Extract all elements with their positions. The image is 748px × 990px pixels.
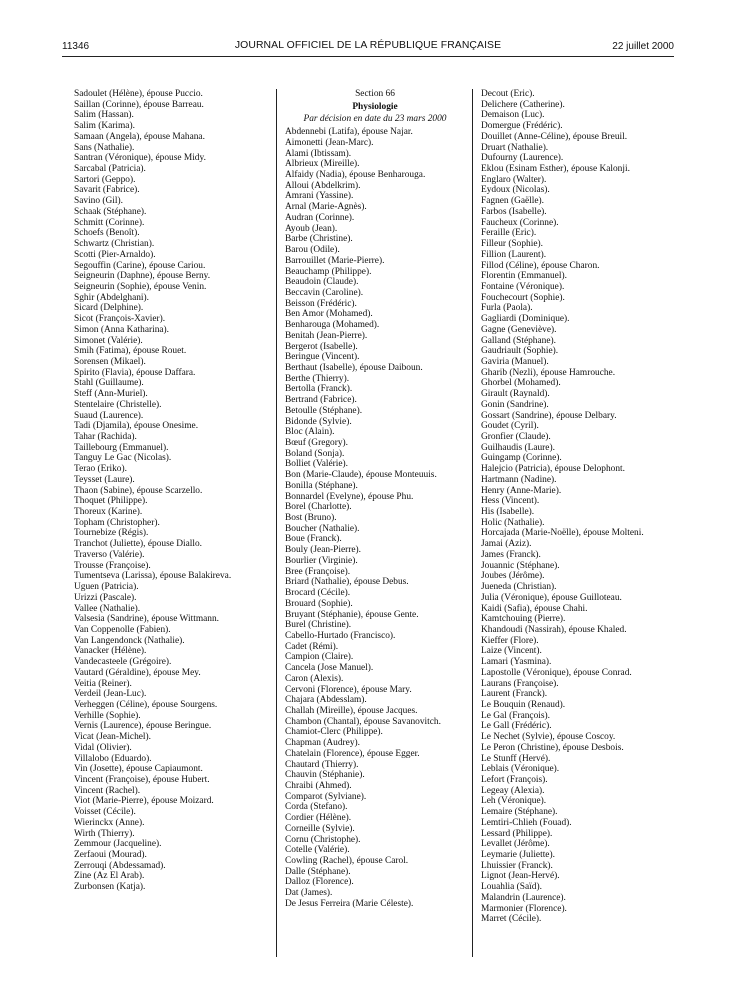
page-number: 11346: [62, 41, 90, 52]
name-entry: Villalobo (Eduardo).: [74, 753, 152, 764]
name-entry: Thoquet (Philippe).: [74, 496, 148, 507]
name-entry: Fagnen (Gaëlle).: [481, 196, 544, 207]
name-entry: Vautard (Géraldine), épouse Mey.: [74, 667, 201, 678]
name-entry: Zerfaoui (Mourad).: [74, 850, 147, 861]
name-entry: Verheggen (Céline), épouse Sourgens.: [74, 699, 218, 710]
column-divider-2: [472, 89, 473, 957]
name-entry: Cervoni (Florence), épouse Mary.: [285, 684, 412, 695]
name-entry: Lemtiri-Chlieh (Fouad).: [481, 817, 572, 828]
name-entry: Tournebize (Régis).: [74, 528, 149, 539]
name-entry: Cotelle (Valérie).: [285, 845, 350, 856]
name-entry: Simonet (Valérie).: [74, 335, 143, 346]
name-entry: Vidal (Olivier).: [74, 742, 132, 753]
name-entry: Marret (Cécile).: [481, 914, 542, 925]
name-entry: Douillet (Anne-Céline), épouse Breuil.: [481, 131, 628, 142]
name-entry: Stahl (Guillaume).: [74, 378, 144, 389]
name-entry: Aimonetti (Jean-Marc).: [285, 137, 374, 148]
name-entry: Marmonier (Florence).: [481, 903, 567, 914]
name-entry: Vincent (Rachel).: [74, 785, 141, 796]
name-entry: Hartmann (Nadine).: [481, 474, 557, 485]
name-entry: Seigneurin (Sophie), épouse Venin.: [74, 281, 207, 292]
name-entry: Laurent (Franck).: [481, 689, 548, 700]
name-entry: Bost (Bruno).: [285, 513, 337, 524]
name-entry: Suaud (Laurence).: [74, 410, 144, 421]
header-rule: [62, 56, 674, 57]
name-entry: Gonin (Sandrine).: [481, 399, 549, 410]
name-entry: Cornu (Christophe).: [285, 834, 361, 845]
name-entry: Wirth (Thierry).: [74, 828, 135, 839]
name-entry: Farbos (Isabelle).: [481, 206, 547, 217]
name-entry: Cordier (Hélène).: [285, 813, 352, 824]
name-entry: Zurbonsen (Katja).: [74, 882, 146, 893]
name-entry: Barou (Odile).: [285, 245, 340, 256]
journal-title: JOURNAL OFFICIEL DE LA RÉPUBLIQUE FRANÇAISE: [234, 40, 502, 51]
name-entry: Valsesia (Sandrine), épouse Wittmann.: [74, 614, 219, 625]
name-entry: His (Isabelle).: [481, 507, 535, 518]
name-entry: Lefort (François).: [481, 775, 548, 785]
name-entry: Beaudoin (Claude).: [285, 277, 359, 288]
name-entry: Benitah (Jean-Pierre).: [285, 330, 368, 341]
name-column-1: [74, 89, 269, 893]
name-entry: Leymarie (Juliette).: [481, 850, 555, 861]
name-entry: Gronfier (Claude).: [481, 432, 551, 442]
name-entry: Sadoulet (Hélène), épouse Puccio.: [74, 89, 203, 99]
name-entry: Gagne (Geneviève).: [481, 324, 557, 335]
name-entry: Horcajada (Marie-Noëlle), épouse Molteni.: [481, 528, 644, 539]
name-entry: Brouard (Sophie).: [285, 598, 353, 609]
name-entry: Bruyant (Stéphanie), épouse Gente.: [285, 609, 419, 620]
name-entry: Traverso (Valérie).: [74, 549, 145, 560]
name-entry: Cadet (Rémi).: [285, 641, 339, 652]
name-entry: Bergerot (Isabelle).: [285, 341, 358, 352]
name-entry: Van Coppenolle (Fabien).: [74, 624, 171, 635]
name-entry: Albrieux (Mireille).: [285, 159, 360, 170]
name-entry: Vin (Josette), épouse Capiaumont.: [74, 764, 203, 775]
name-entry: Corneille (Sylvie).: [285, 823, 355, 834]
name-entry: Kamtchouing (Pierre).: [481, 614, 566, 625]
name-entry: Leh (Véronique).: [481, 796, 547, 807]
name-entry: Barbe (Christine).: [285, 234, 353, 245]
name-entry: Vernis (Laurence), épouse Beringue.: [74, 721, 212, 732]
name-entry: Gaviria (Manuel).: [481, 356, 549, 367]
name-entry: Eydoux (Nicolas).: [481, 185, 550, 196]
publication-date: 22 juillet 2000: [612, 41, 674, 52]
name-entry: Lhuissier (Franck).: [481, 860, 553, 871]
name-entry: Savarit (Fabrice).: [74, 185, 140, 196]
name-entry: Saillan (Corinne), épouse Barreau.: [74, 99, 204, 110]
name-entry: Delichere (Catherine).: [481, 99, 565, 110]
name-entry: Bertrand (Fabrice).: [285, 395, 357, 406]
name-entry: Terao (Eriko).: [74, 464, 127, 475]
name-entry: Burel (Christine).: [285, 620, 352, 631]
name-column-3: [481, 89, 676, 925]
name-entry: Joubes (Jérôme).: [481, 571, 545, 582]
name-entry: Kieffer (Flore).: [481, 635, 539, 646]
name-entry: Bidonde (Sylvie).: [285, 416, 352, 427]
name-entry: Wierinckx (Anne).: [74, 817, 145, 828]
name-entry: Santran (Véronique), épouse Midy.: [74, 153, 206, 164]
name-entry: Samaan (Angela), épouse Mahana.: [74, 131, 205, 142]
name-entry: Teysset (Laure).: [74, 474, 135, 485]
name-entry: Cabello-Hurtado (Francisco).: [285, 630, 396, 641]
name-entry: Verhille (Sophie).: [74, 710, 141, 721]
name-entry: Fouchecourt (Sophie).: [481, 292, 565, 303]
name-entry: Girault (Raynald).: [481, 389, 550, 400]
name-entry: Levallet (Jérôme).: [481, 839, 550, 850]
name-entry: Lessard (Philippe).: [481, 828, 553, 839]
name-entry: Chraibi (Ahmed).: [285, 781, 352, 791]
name-entry: Salim (Hassan).: [74, 110, 134, 121]
name-entry: Jouannic (Stéphane).: [481, 560, 560, 571]
name-entry: Stentelaire (Christelle).: [74, 399, 162, 410]
name-column-2: [285, 89, 465, 910]
name-entry: Zerrouqi (Abdessamad).: [74, 860, 166, 871]
name-entry: Bon (Marie-Claude), épouse Monteuuis.: [285, 470, 437, 481]
name-entry: Savino (Gil).: [74, 196, 123, 207]
name-entry: Henry (Anne-Marie).: [481, 485, 562, 496]
name-entry: Challah (Mireille), épouse Jacques.: [285, 705, 418, 716]
name-entry: Hess (Vincent).: [481, 496, 540, 507]
name-entry: Boue (Franck).: [285, 534, 342, 545]
name-entry: Le Nechet (Sylvie), épouse Coscoy.: [481, 732, 616, 743]
name-entry: Benharouga (Mohamed).: [285, 320, 380, 331]
name-entry: Dalle (Stéphane).: [285, 866, 351, 877]
name-entry: Vallee (Nathalie).: [74, 603, 141, 614]
name-entry: Filleur (Sophie).: [481, 239, 543, 250]
name-entry: Faucheux (Corinne).: [481, 217, 559, 228]
name-entry: Tanguy Le Gac (Nicolas).: [74, 453, 172, 464]
name-entry: Lemaire (Stéphane).: [481, 807, 558, 818]
section-decision: Par décision en date du 23 mars 2000: [303, 114, 447, 125]
name-entry: Sorensen (Mikael).: [74, 356, 146, 367]
name-entry: Fillion (Laurent).: [481, 249, 547, 260]
name-entry: Urizzi (Pascale).: [74, 592, 137, 603]
name-entry: Barrouillet (Marie-Pierre).: [285, 255, 385, 266]
name-entry: Boucher (Nathalie).: [285, 523, 360, 534]
name-entry: Abdennebi (Latifa), épouse Najar.: [285, 127, 413, 138]
name-entry: Schmitt (Corinne).: [74, 217, 145, 228]
name-entry: Betoulle (Stéphane).: [285, 405, 363, 416]
name-entry: Spirito (Flavia), épouse Daffara.: [74, 367, 196, 378]
name-entry: Galland (Stéphane).: [481, 335, 556, 346]
name-entry: Uguen (Patricia).: [74, 582, 139, 593]
name-entry: Sicot (François-Xavier).: [74, 314, 166, 325]
name-entry: Halejcio (Patricia), épouse Delophont.: [481, 464, 625, 475]
name-list-2: [285, 127, 465, 909]
name-entry: Gharib (Nezli), épouse Hamrouche.: [481, 367, 616, 378]
name-entry: Dufourny (Laurence).: [481, 153, 564, 164]
name-entry: Sans (Nathalie).: [74, 142, 135, 153]
name-entry: Schoefs (Benoît).: [74, 228, 140, 239]
name-entry: Chamiot-Clerc (Philippe).: [285, 727, 383, 738]
name-entry: Trousse (Françoise).: [74, 560, 151, 571]
name-entry: Fillod (Céline), épouse Charon.: [481, 260, 600, 271]
name-entry: Gaudriault (Sophie).: [481, 346, 559, 357]
name-entry: Guilhaudis (Laure).: [481, 442, 555, 453]
name-entry: Bonilla (Stéphane).: [285, 480, 358, 491]
name-entry: Ghorbel (Mohamed).: [481, 378, 561, 389]
name-entry: Verdeil (Jean-Luc).: [74, 689, 147, 700]
name-entry: Dat (James).: [285, 888, 333, 899]
name-entry: Simon (Anna Katharina).: [74, 324, 170, 335]
name-entry: Bree (Françoise).: [285, 566, 351, 577]
name-entry: Sartori (Geppo).: [74, 174, 136, 185]
name-entry: Zemmour (Jacqueline).: [74, 839, 162, 850]
name-entry: Chajara (Abdesslam).: [285, 695, 367, 706]
name-entry: Decout (Eric).: [481, 89, 535, 99]
name-entry: Furla (Paola).: [481, 303, 533, 314]
name-entry: Vicat (Jean-Michel).: [74, 732, 152, 743]
name-entry: Goudet (Cyril).: [481, 421, 539, 432]
name-entry: Seigneurin (Daphne), épouse Berny.: [74, 271, 211, 282]
name-entry: Campion (Claire).: [285, 652, 354, 663]
name-entry: Malandrin (Laurence).: [481, 892, 566, 903]
name-entry: Bouly (Jean-Pierre).: [285, 545, 362, 556]
name-entry: De Jesus Ferreira (Marie Céleste).: [285, 898, 414, 909]
name-entry: Briard (Nathalie), épouse Debus.: [285, 577, 409, 588]
name-entry: Sghir (Abdelghani).: [74, 292, 149, 303]
name-entry: Berthaut (Isabelle), épouse Daiboun.: [285, 362, 423, 373]
name-entry: Holic (Nathalie).: [481, 517, 545, 528]
name-entry: Amrani (Yassine).: [285, 191, 354, 202]
name-entry: Le Bouquin (Renaud).: [481, 699, 566, 710]
name-entry: Chatelain (Florence), épouse Egger.: [285, 748, 420, 759]
name-entry: Beauchamp (Philippe).: [285, 266, 372, 277]
name-entry: Le Peron (Christine), épouse Desbois.: [481, 742, 624, 753]
name-entry: Tumentseva (Larissa), épouse Balakireva.: [74, 571, 232, 582]
name-entry: Boland (Sonja).: [285, 448, 345, 459]
name-entry: Chapman (Audrey).: [285, 738, 360, 749]
name-entry: Borel (Charlotte).: [285, 502, 352, 513]
name-entry: Leblais (Véronique).: [481, 764, 560, 775]
name-entry: Laize (Vincent).: [481, 646, 542, 657]
name-entry: James (Franck).: [481, 549, 541, 560]
name-entry: Scotti (Pier-Arnaldo).: [74, 249, 156, 260]
name-entry: Topham (Christopher).: [74, 517, 160, 528]
name-entry: Bolliet (Valérie).: [285, 459, 348, 470]
name-entry: Zine (Az El Arab).: [74, 871, 145, 882]
name-entry: Cancela (Jose Manuel).: [285, 663, 374, 674]
name-entry: Tahar (Rachida).: [74, 432, 137, 442]
name-entry: Chautard (Thierry).: [285, 759, 359, 770]
name-entry: Vincent (Françoise), épouse Hubert.: [74, 775, 210, 785]
name-entry: Viot (Marie-Pierre), épouse Moizard.: [74, 796, 214, 807]
name-entry: Arnal (Marie-Agnès).: [285, 202, 367, 213]
section-title: Section 66: [355, 89, 395, 99]
name-entry: Chambon (Chantal), épouse Savanovitch.: [285, 716, 441, 727]
name-entry: Ben Amor (Mohamed).: [285, 309, 373, 320]
name-entry: Laurans (Françoise).: [481, 678, 559, 689]
name-entry: Van Langendonck (Nathalie).: [74, 635, 185, 646]
name-entry: Thaon (Sabine), épouse Scarzello.: [74, 485, 203, 496]
name-entry: Salim (Karima).: [74, 121, 135, 132]
name-entry: Tadi (Djamila), épouse Onesime.: [74, 421, 199, 432]
name-entry: Druart (Nathalie).: [481, 142, 549, 153]
name-entry: Gossart (Sandrine), épouse Delbary.: [481, 410, 617, 421]
name-entry: Fontaine (Véronique).: [481, 281, 565, 292]
name-entry: Le Stunff (Hervé).: [481, 753, 551, 764]
name-entry: Cowling (Rachel), épouse Carol.: [285, 856, 409, 867]
name-entry: Beisson (Frédéric).: [285, 298, 357, 309]
name-entry: Englaro (Walter).: [481, 174, 547, 185]
name-entry: Bloc (Alain).: [285, 427, 335, 438]
name-entry: Berthe (Thierry).: [285, 373, 350, 384]
name-entry: Corda (Stefano).: [285, 802, 348, 813]
name-entry: Khandoudi (Nassirah), épouse Khaled.: [481, 624, 627, 635]
name-entry: Alami (Ibtissam).: [285, 148, 352, 159]
name-entry: Domergue (Frédéric).: [481, 121, 563, 132]
name-entry: Schaak (Stéphane).: [74, 206, 147, 217]
name-entry: Brocard (Cécile).: [285, 588, 351, 599]
name-entry: Eklou (Esinam Esther), épouse Kalonji.: [481, 164, 630, 175]
name-entry: Lamari (Yasmina).: [481, 657, 552, 668]
name-entry: Bertolla (Franck).: [285, 384, 353, 395]
name-entry: Vandecasteele (Grégoire).: [74, 657, 172, 668]
name-entry: Steff (Ann-Muriel).: [74, 389, 148, 400]
name-entry: Beringue (Vincent).: [285, 352, 360, 363]
name-entry: Le Gall (Frédéric).: [481, 721, 552, 732]
name-entry: Jamai (Aziz).: [481, 539, 532, 550]
section-subtitle: Physiologie: [352, 101, 398, 112]
name-entry: Vanacker (Hélène).: [74, 646, 147, 657]
name-entry: Lignot (Jean-Hervé).: [481, 871, 560, 882]
name-entry: Jueneda (Christian).: [481, 582, 557, 593]
name-entry: Sicard (Delphine).: [74, 303, 144, 314]
name-entry: Audran (Corinne).: [285, 212, 355, 223]
name-entry: Bourlier (Virginie).: [285, 555, 358, 566]
name-entry: Veitia (Reiner).: [74, 678, 132, 689]
name-entry: Beccavin (Caroline).: [285, 287, 364, 298]
name-entry: Schwartz (Christian).: [74, 239, 155, 250]
name-entry: Bonnardel (Evelyne), épouse Phu.: [285, 491, 414, 502]
name-entry: Sarcabal (Patricia).: [74, 164, 146, 175]
name-entry: Le Gal (François).: [481, 710, 550, 721]
name-entry: Taillebourg (Emmanuel).: [74, 442, 169, 453]
name-entry: Alloui (Abdelkrim).: [285, 180, 361, 191]
name-entry: Chauvin (Stéphanie).: [285, 770, 365, 781]
name-entry: Caron (Alexis).: [285, 673, 344, 684]
name-entry: Legeay (Alexia).: [481, 785, 545, 796]
name-entry: Smih (Fatima), épouse Rouet.: [74, 346, 187, 357]
name-entry: Lapostolle (Véronique), épouse Conrad.: [481, 667, 632, 678]
name-entry: Tranchot (Juliette), épouse Diallo.: [74, 539, 203, 550]
name-entry: Demaison (Luc).: [481, 110, 545, 121]
name-entry: Louahlia (Saïd).: [481, 882, 542, 893]
name-entry: Alfaidy (Nadia), épouse Benharouga.: [285, 170, 426, 181]
name-entry: Guingamp (Corinne).: [481, 453, 562, 464]
name-entry: Julia (Véronique), épouse Guilloteau.: [481, 592, 622, 603]
name-entry: Florentin (Emmanuel).: [481, 271, 567, 282]
name-entry: Voisset (Cécile).: [74, 807, 136, 818]
name-entry: Ayoub (Jean).: [285, 223, 338, 234]
name-entry: Gagliardi (Dominique).: [481, 314, 570, 325]
column-divider-1: [276, 89, 277, 957]
name-entry: Kaidi (Safia), épouse Chahi.: [481, 603, 588, 614]
name-entry: Segouffin (Carine), épouse Cariou.: [74, 260, 206, 271]
page-header: [62, 39, 674, 57]
name-entry: Bœuf (Gregory).: [285, 438, 349, 448]
name-entry: Thoreux (Karine).: [74, 507, 143, 518]
name-entry: Dalloz (Florence).: [285, 877, 354, 888]
name-entry: Comparot (Sylviane).: [285, 791, 367, 802]
name-entry: Feraille (Eric).: [481, 228, 537, 239]
